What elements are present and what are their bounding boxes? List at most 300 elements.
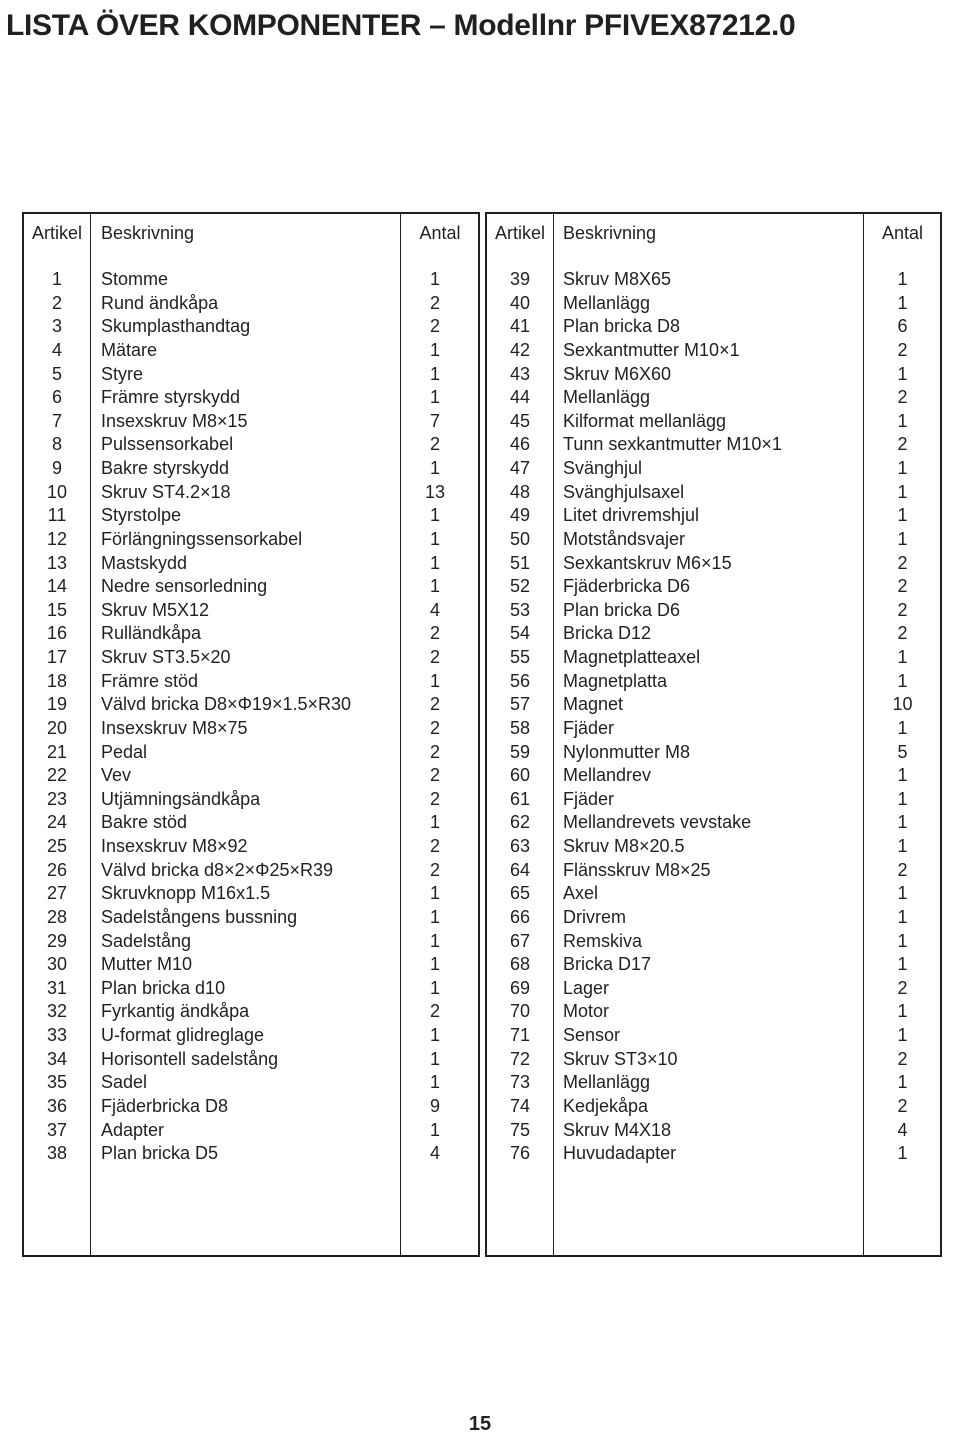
part-quantity: 1	[429, 528, 440, 549]
part-quantity: 2	[897, 1095, 908, 1116]
table-row	[487, 622, 940, 646]
part-quantity: 1	[897, 930, 908, 951]
article-number: 62	[509, 812, 531, 833]
table-row	[487, 528, 940, 552]
part-quantity: 2	[897, 576, 908, 597]
part-quantity: 1	[897, 788, 908, 809]
part-quantity: 2	[429, 292, 440, 313]
table-row	[24, 504, 478, 528]
part-quantity: 1	[897, 505, 908, 526]
article-number: 67	[509, 930, 531, 951]
part-description: Skruv M8X65	[563, 269, 672, 289]
article-number: 31	[46, 977, 68, 998]
part-description: Styre	[101, 363, 144, 384]
part-quantity: 2	[897, 859, 908, 880]
table-row	[24, 1071, 478, 1095]
part-quantity: 1	[429, 363, 440, 384]
part-description: Skumplasthandtag	[101, 316, 251, 337]
part-description: Rulländkåpa	[101, 623, 202, 644]
part-quantity: 1	[897, 528, 908, 549]
table-row	[487, 292, 940, 316]
article-number: 1	[51, 269, 62, 289]
part-description: U-format glidreglage	[101, 1025, 265, 1045]
part-description: Sensor	[563, 1025, 621, 1045]
part-description: Svänghjul	[563, 458, 643, 478]
table-row	[487, 1142, 940, 1166]
part-quantity: 1	[897, 363, 908, 384]
part-quantity: 1	[897, 765, 908, 786]
part-quantity: 1	[429, 552, 440, 573]
parts-table-left	[22, 212, 480, 1257]
table-row	[24, 1000, 478, 1024]
part-quantity: 2	[429, 1001, 440, 1022]
part-description: Sadel	[101, 1072, 148, 1093]
table-row	[24, 622, 478, 646]
header-quantity: Antal	[881, 223, 924, 243]
rows-left	[24, 268, 478, 1166]
part-description: Kedjekåpa	[563, 1095, 649, 1116]
part-quantity: 1	[429, 812, 440, 833]
page-title: LISTA ÖVER KOMPONENTER – Modellnr PFIVEX87212.0	[6, 9, 796, 42]
article-number: 50	[509, 528, 531, 549]
article-number: 22	[46, 765, 68, 786]
article-number: 55	[509, 647, 531, 667]
article-number: 8	[51, 434, 62, 455]
article-number: 70	[509, 1001, 531, 1022]
article-number: 45	[509, 410, 531, 431]
article-number: 42	[509, 339, 531, 360]
table-row	[487, 504, 940, 528]
part-description: Skruv M6X60	[563, 363, 672, 384]
article-number: 13	[46, 552, 68, 573]
part-quantity: 4	[429, 1143, 440, 1164]
table-row	[487, 599, 940, 623]
part-quantity: 1	[897, 1072, 908, 1093]
header-article: Artikel	[494, 223, 545, 243]
article-number: 61	[509, 788, 531, 809]
table-row	[487, 977, 940, 1001]
article-number: 35	[46, 1072, 68, 1093]
table-row	[24, 953, 478, 977]
part-quantity: 4	[897, 1119, 908, 1140]
table-row	[24, 977, 478, 1001]
part-description: Välvd bricka d8×2×Φ25×R39	[101, 859, 334, 880]
article-number: 43	[509, 363, 531, 384]
table-row	[487, 930, 940, 954]
article-number: 18	[46, 670, 68, 691]
part-quantity: 2	[429, 836, 440, 856]
part-description: Fjäderbricka D6	[563, 576, 691, 597]
table-row	[24, 528, 478, 552]
table-row	[487, 741, 940, 765]
part-description: Sexkantmutter M10×1	[563, 339, 740, 360]
article-number: 9	[51, 458, 62, 478]
article-number: 32	[46, 1001, 68, 1022]
table-row	[24, 670, 478, 694]
article-number: 21	[46, 741, 68, 762]
part-quantity: 2	[897, 339, 908, 360]
table-row	[487, 268, 940, 292]
part-quantity: 2	[897, 977, 908, 998]
part-description: Mastskydd	[101, 552, 188, 573]
part-quantity: 5	[897, 741, 908, 762]
table-row	[487, 1071, 940, 1095]
table-row	[487, 811, 940, 835]
part-description: Plan bricka D8	[563, 316, 681, 337]
part-quantity: 1	[897, 717, 908, 738]
part-description: Nylonmutter M8	[563, 741, 691, 762]
article-number: 19	[46, 694, 68, 715]
part-description: Flänsskruv M8×25	[563, 859, 711, 880]
part-quantity: 1	[897, 481, 908, 502]
article-number: 54	[509, 623, 531, 644]
article-number: 3	[51, 316, 62, 337]
part-quantity: 1	[429, 269, 440, 289]
part-description: Fyrkantig ändkåpa	[101, 1001, 250, 1022]
article-number: 64	[509, 859, 531, 880]
article-number: 10	[46, 481, 68, 502]
article-number: 48	[509, 481, 531, 502]
part-description: Mellanlägg	[563, 387, 651, 408]
part-description: Förlängningssensorkabel	[101, 528, 303, 549]
article-number: 29	[46, 930, 68, 951]
part-description: Mellandrevets vevstake	[563, 812, 752, 833]
part-description: Huvudadapter	[563, 1143, 677, 1164]
part-description: Insexskruv M8×75	[101, 717, 248, 738]
article-number: 46	[509, 434, 531, 455]
article-number: 44	[509, 387, 531, 408]
part-description: Skruvknopp M16x1.5	[101, 883, 271, 904]
article-number: 60	[509, 765, 531, 786]
article-number: 59	[509, 741, 531, 762]
article-number: 47	[509, 458, 531, 478]
table-row	[24, 882, 478, 906]
header-description: Beskrivning	[563, 223, 657, 243]
part-quantity: 1	[897, 269, 908, 289]
part-description: Rund ändkåpa	[101, 292, 219, 313]
article-number: 27	[46, 883, 68, 904]
part-quantity: 1	[429, 1119, 440, 1140]
article-number: 71	[509, 1025, 531, 1045]
table-row	[487, 764, 940, 788]
part-quantity: 1	[897, 292, 908, 313]
table-row	[487, 882, 940, 906]
part-quantity: 1	[897, 670, 908, 691]
table-row	[24, 646, 478, 670]
table-row	[487, 906, 940, 930]
article-number: 74	[509, 1095, 531, 1116]
part-quantity: 1	[429, 930, 440, 951]
part-quantity: 2	[429, 717, 440, 738]
part-quantity: 1	[897, 1025, 908, 1045]
part-quantity: 13	[424, 481, 446, 502]
header-description: Beskrivning	[101, 223, 195, 243]
part-description: Motståndsvajer	[563, 528, 686, 549]
part-quantity: 1	[897, 906, 908, 927]
part-description: Vev	[101, 765, 132, 786]
part-description: Sadelstångens bussning	[101, 906, 298, 927]
table-row	[24, 268, 478, 292]
table-row	[24, 363, 478, 387]
article-number: 11	[47, 505, 67, 526]
article-number: 76	[509, 1143, 531, 1164]
table-row	[24, 386, 478, 410]
table-row	[24, 410, 478, 434]
header-article: Artikel	[31, 223, 82, 243]
part-quantity: 1	[429, 1025, 440, 1045]
article-number: 66	[509, 906, 531, 927]
part-quantity: 2	[429, 741, 440, 762]
part-quantity: 1	[429, 576, 440, 597]
header-quantity: Antal	[419, 223, 461, 243]
table-row	[487, 315, 940, 339]
table-row	[487, 363, 940, 387]
article-number: 65	[509, 883, 531, 904]
part-description: Litet drivremshjul	[563, 505, 700, 526]
table-row	[24, 1095, 478, 1119]
table-row	[24, 339, 478, 363]
article-number: 72	[509, 1048, 531, 1069]
table-row	[487, 457, 940, 481]
article-number: 33	[46, 1025, 68, 1045]
article-number: 12	[46, 528, 68, 549]
part-description: Bakre styrskydd	[101, 458, 230, 478]
table-row	[24, 315, 478, 339]
part-description: Skruv ST3.5×20	[101, 647, 231, 667]
article-number: 24	[46, 812, 68, 833]
part-quantity: 4	[429, 599, 440, 620]
part-quantity: 2	[429, 434, 440, 455]
part-description: Mellanlägg	[563, 292, 651, 313]
rows-right	[487, 268, 940, 1166]
article-number: 51	[509, 552, 531, 573]
article-number: 53	[509, 599, 531, 620]
article-number: 2	[51, 292, 62, 313]
part-description: Magnetplatteaxel	[563, 647, 701, 667]
article-number: 39	[509, 269, 531, 289]
part-description: Bricka D12	[563, 623, 652, 644]
part-description: Välvd bricka D8×Φ19×1.5×R30	[101, 694, 352, 715]
part-description: Axel	[563, 883, 599, 904]
table-row	[24, 764, 478, 788]
part-description: Skruv ST4.2×18	[101, 481, 231, 502]
article-number: 28	[46, 906, 68, 927]
part-quantity: 1	[429, 1072, 440, 1093]
article-number: 37	[46, 1119, 68, 1140]
article-number: 15	[46, 599, 68, 620]
part-description: Svänghjulsaxel	[563, 481, 685, 502]
table-row	[24, 481, 478, 505]
article-number: 69	[509, 977, 531, 998]
table-row	[24, 930, 478, 954]
article-number: 16	[46, 623, 68, 644]
article-number: 6	[51, 387, 62, 408]
table-row	[24, 457, 478, 481]
part-quantity: 1	[429, 339, 440, 360]
table-row	[24, 1048, 478, 1072]
part-description: Kilformat mellanlägg	[563, 410, 727, 431]
part-quantity: 2	[429, 647, 440, 667]
table-row	[487, 788, 940, 812]
article-number: 58	[509, 717, 531, 738]
table-row	[24, 552, 478, 576]
article-number: 38	[46, 1143, 68, 1164]
part-quantity: 10	[892, 694, 913, 715]
part-quantity: 1	[897, 1143, 908, 1164]
part-quantity: 1	[897, 458, 908, 478]
article-number: 41	[509, 316, 531, 337]
part-description: Tunn sexkantmutter M10×1	[563, 434, 782, 455]
part-quantity: 2	[429, 765, 440, 786]
part-description: Mätare	[101, 339, 158, 360]
article-number: 75	[509, 1119, 531, 1140]
table-row	[487, 386, 940, 410]
part-description: Motor	[563, 1001, 610, 1022]
part-description: Utjämningsändkåpa	[101, 788, 261, 809]
article-number: 30	[46, 954, 68, 975]
part-quantity: 1	[429, 505, 440, 526]
part-quantity: 6	[897, 316, 908, 337]
part-description: Stomme	[101, 269, 169, 289]
table-row	[487, 1095, 940, 1119]
part-quantity: 2	[897, 387, 908, 408]
part-quantity: 1	[429, 954, 440, 975]
table-row	[487, 646, 940, 670]
table-row	[487, 410, 940, 434]
part-description: Skruv M8×20.5	[563, 836, 685, 856]
part-quantity: 1	[429, 670, 440, 691]
table-row	[24, 599, 478, 623]
part-description: Fjäderbricka D8	[101, 1095, 229, 1116]
table-row	[487, 835, 940, 859]
table-row	[487, 953, 940, 977]
part-description: Skruv M5X12	[101, 599, 210, 620]
part-description: Bakre stöd	[101, 812, 188, 833]
part-description: Mellandrev	[563, 765, 652, 786]
part-description: Sadelstång	[101, 930, 192, 951]
table-row	[487, 859, 940, 883]
article-number: 49	[509, 505, 531, 526]
part-description: Remskiva	[563, 930, 643, 951]
part-quantity: 1	[897, 954, 908, 975]
article-number: 4	[51, 339, 62, 360]
article-number: 5	[51, 363, 62, 384]
article-number: 20	[46, 717, 68, 738]
part-description: Magnet	[563, 694, 624, 715]
table-row	[24, 835, 478, 859]
part-description: Lager	[563, 977, 610, 998]
part-quantity: 9	[429, 1095, 440, 1116]
table-row	[24, 717, 478, 741]
table-row	[487, 339, 940, 363]
table-row	[24, 788, 478, 812]
part-quantity: 2	[897, 623, 908, 644]
table-row	[487, 1000, 940, 1024]
table-row	[24, 1119, 478, 1143]
part-quantity: 7	[429, 410, 440, 431]
article-number: 7	[51, 410, 62, 431]
page-number: 15	[468, 1413, 492, 1435]
table-row	[487, 552, 940, 576]
part-quantity: 2	[897, 599, 908, 620]
table-row	[487, 717, 940, 741]
table-row	[24, 693, 478, 717]
part-description: Skruv ST3×10	[563, 1048, 678, 1069]
part-quantity: 1	[897, 410, 908, 431]
part-quantity: 1	[429, 906, 440, 927]
article-number: 17	[46, 647, 68, 667]
table-row	[487, 1119, 940, 1143]
part-description: Magnetplatta	[563, 670, 668, 691]
parts-table-right	[485, 212, 942, 1257]
part-description: Mutter M10	[101, 954, 193, 975]
part-description: Plan bricka d10	[101, 977, 226, 998]
table-row	[487, 1048, 940, 1072]
part-quantity: 2	[429, 316, 440, 337]
part-quantity: 1	[429, 883, 440, 904]
table-row	[24, 811, 478, 835]
part-description: Horisontell sadelstång	[101, 1048, 279, 1069]
part-quantity: 2	[897, 1048, 908, 1069]
part-description: Nedre sensorledning	[101, 576, 268, 597]
part-quantity: 2	[897, 434, 908, 455]
table-header	[487, 214, 940, 254]
table-row	[24, 433, 478, 457]
table-row	[24, 1142, 478, 1166]
part-description: Fjäder	[563, 717, 615, 738]
part-quantity: 2	[429, 859, 440, 880]
table-row	[487, 1024, 940, 1048]
part-description: Främre styrskydd	[101, 387, 241, 408]
part-quantity: 2	[897, 552, 908, 573]
article-number: 56	[509, 670, 531, 691]
table-row	[487, 670, 940, 694]
part-description: Plan bricka D6	[563, 599, 681, 620]
part-quantity: 1	[429, 387, 440, 408]
article-number: 34	[46, 1048, 68, 1069]
article-number: 63	[509, 836, 531, 856]
part-quantity: 1	[897, 812, 908, 833]
article-number: 57	[509, 694, 531, 715]
part-description: Mellanlägg	[563, 1072, 651, 1093]
article-number: 25	[46, 836, 68, 856]
part-quantity: 1	[897, 836, 908, 856]
part-description: Fjäder	[563, 788, 615, 809]
table-row	[487, 433, 940, 457]
part-description: Adapter	[101, 1119, 165, 1140]
article-number: 26	[46, 859, 68, 880]
article-number: 36	[46, 1095, 68, 1116]
part-quantity: 2	[429, 623, 440, 644]
table-row	[487, 693, 940, 717]
part-quantity: 2	[429, 694, 440, 715]
table-row	[24, 741, 478, 765]
part-description: Sexkantskruv M6×15	[563, 552, 732, 573]
part-quantity: 2	[429, 788, 440, 809]
part-description: Pedal	[101, 741, 148, 762]
part-description: Styrstolpe	[101, 505, 182, 526]
part-description: Insexskruv M8×92	[101, 836, 248, 856]
article-number: 40	[509, 292, 531, 313]
part-quantity: 1	[897, 647, 908, 667]
article-number: 73	[509, 1072, 531, 1093]
article-number: 14	[46, 576, 68, 597]
table-header	[24, 214, 478, 254]
table-row	[24, 575, 478, 599]
part-description: Plan bricka D5	[101, 1143, 219, 1164]
table-row	[487, 481, 940, 505]
part-quantity: 1	[429, 977, 440, 998]
